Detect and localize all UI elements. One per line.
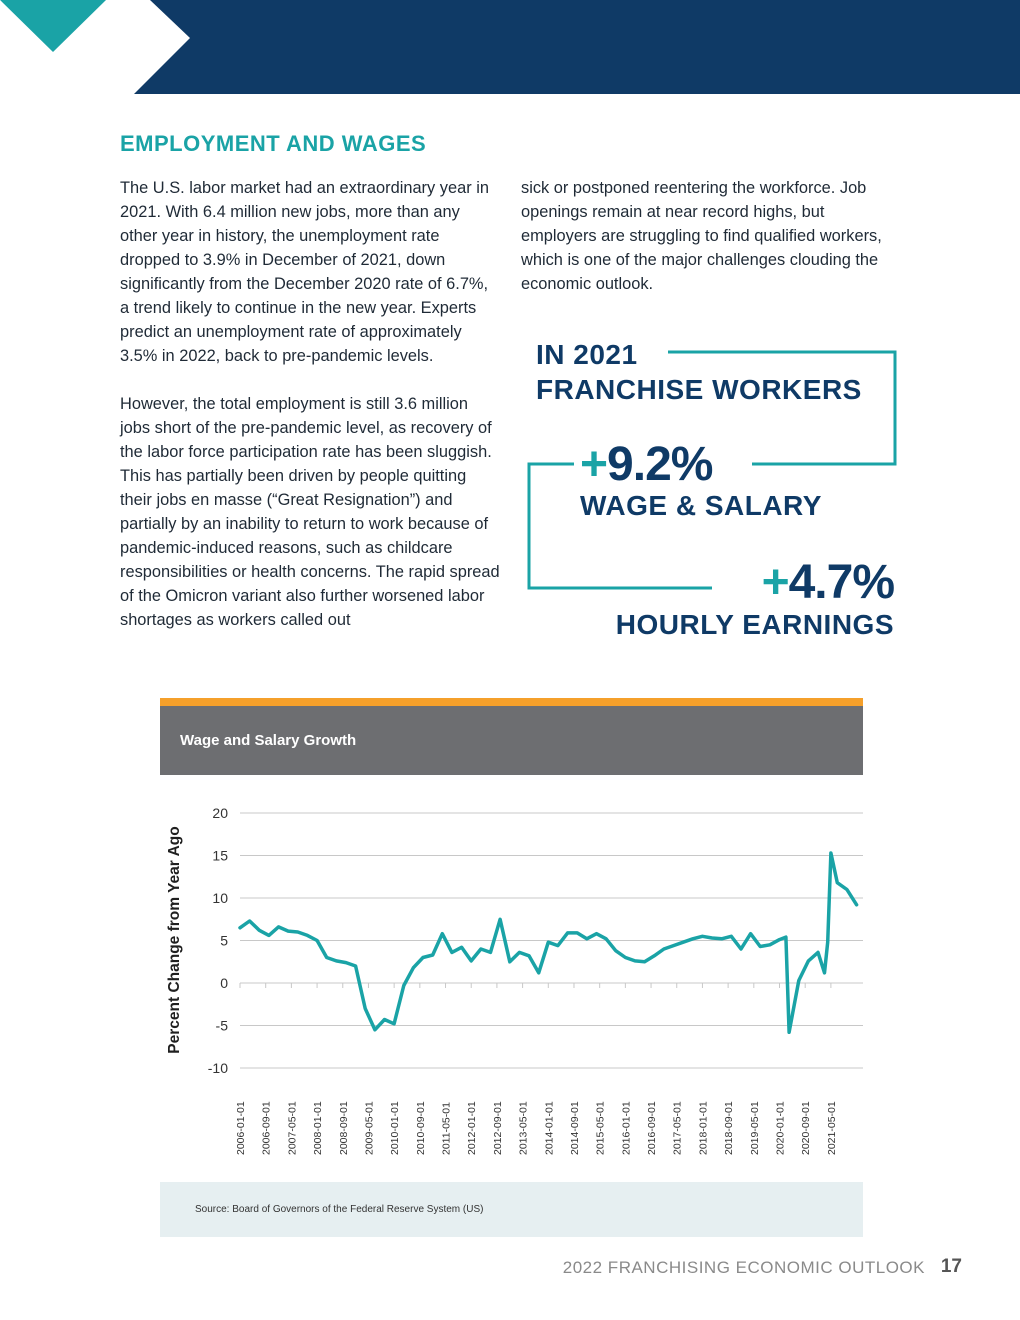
x-tick-label: 2021-05-01 — [825, 1101, 838, 1155]
y-tick-label: 0 — [220, 975, 228, 991]
stat-hourly-label: HOURLY EARNINGS — [615, 609, 894, 640]
x-tick-label: 2014-09-01 — [568, 1101, 581, 1155]
x-tick-label: 2020-01-01 — [774, 1101, 787, 1155]
body-column-right — [521, 176, 901, 296]
x-tick-label: 2016-01-01 — [620, 1101, 633, 1155]
x-tick-label: 2016-09-01 — [646, 1101, 659, 1155]
stat-hourly-sign: + — [761, 556, 789, 609]
series-line-wage-growth — [240, 853, 857, 1032]
chart-title: Wage and Salary Growth — [180, 732, 357, 749]
x-tick-label: 2011-05-01 — [440, 1102, 453, 1155]
y-tick-label: 10 — [212, 890, 228, 906]
x-tick-label: 2013-05-01 — [517, 1101, 530, 1155]
stat-hourly-number: 4.7% — [788, 556, 894, 609]
x-tick-label: 2018-01-01 — [697, 1101, 710, 1155]
stat-wage-number: 9.2% — [607, 438, 713, 491]
callout-title-line1: IN 2021 — [536, 339, 638, 370]
callout-title-line2: FRANCHISE WORKERS — [536, 374, 862, 405]
page-number: 17 — [940, 1256, 962, 1277]
stat-wage-label: WAGE & SALARY — [580, 490, 822, 521]
stat-wage-sign: + — [580, 438, 608, 491]
x-tick-label: 2012-01-01 — [466, 1101, 479, 1155]
x-tick-label: 2012-09-01 — [491, 1101, 504, 1155]
section-title: EMPLOYMENT AND WAGES — [120, 131, 427, 156]
x-tick-label: 2020-09-01 — [800, 1101, 813, 1155]
x-tick-label: 2009-05-01 — [363, 1101, 376, 1155]
x-tick-label: 2018-09-01 — [723, 1101, 736, 1155]
y-tick-label: 5 — [220, 932, 228, 949]
y-tick-label: 20 — [212, 805, 228, 821]
x-tick-label: 2008-01-01 — [312, 1101, 325, 1155]
x-tick-label: 2006-09-01 — [260, 1101, 273, 1155]
header-banner — [0, 0, 1020, 96]
x-tick-label: 2010-09-01 — [414, 1101, 427, 1155]
x-tick-label: 2008-09-01 — [337, 1101, 350, 1155]
body-paragraph-2: However, the total employment is still 3.6 million jobs short of the pre-pandemic level, as recovery of the labor force participation rate has been sluggish. This has partially been driven by people quitting their jobs en masse (“Great Resignation”) and partially by an inability to return to work because of pandemic-induced reasons, such as childcare responsibilities or health concerns. The rapid spread of the Omicron variant also further worsened labor shortages as workers called out — [120, 395, 500, 629]
x-tick-label: 2010-01-01 — [389, 1101, 402, 1155]
x-tick-label: 2007-05-01 — [286, 1101, 299, 1155]
footer-title: 2022 FRANCHISING ECONOMIC OUTLOOK — [562, 1258, 925, 1277]
x-tick-label: 2014-01-01 — [543, 1101, 556, 1155]
y-tick-label: -10 — [207, 1060, 228, 1076]
x-tick-label: 2017-05-01 — [671, 1101, 684, 1155]
body-column-left — [120, 176, 500, 632]
y-tick-label: -5 — [215, 1017, 228, 1034]
y-tick-label: 15 — [212, 847, 228, 864]
chart-source: Source: Board of Governors of the Federal Reserve System (US) — [195, 1204, 484, 1215]
body-paragraph-1: The U.S. labor market had an extraordinary year in 2021. With 6.4 million new jobs, more than any other year in history, the unemployment rate dropped to 3.9% in December of 2021, down significantly from the December 2020 rate of 6.7%, a trend likely to continue in the new year. Experts predict an unemployment rate of approximately 3.5% in 2022, back to pre-pandemic levels. — [120, 179, 489, 365]
wage-growth-chart — [160, 776, 863, 1176]
stat-wage-value — [580, 437, 712, 492]
chart-accent-bar — [160, 698, 863, 706]
x-tick-label: 2015-05-01 — [594, 1101, 607, 1155]
x-tick-label: 2019-05-01 — [748, 1101, 761, 1155]
body-paragraph-3: sick or postponed reentering the workforce. Job openings remain at near record highs, but employers are struggling to find qualified workers, which is one of the major challenges clouding the economic outlook. — [521, 179, 882, 293]
y-axis-title: Percent Change from Year Ago — [166, 826, 183, 1054]
stat-hourly-value — [762, 555, 894, 610]
x-tick-label: 2006-01-01 — [235, 1101, 247, 1155]
